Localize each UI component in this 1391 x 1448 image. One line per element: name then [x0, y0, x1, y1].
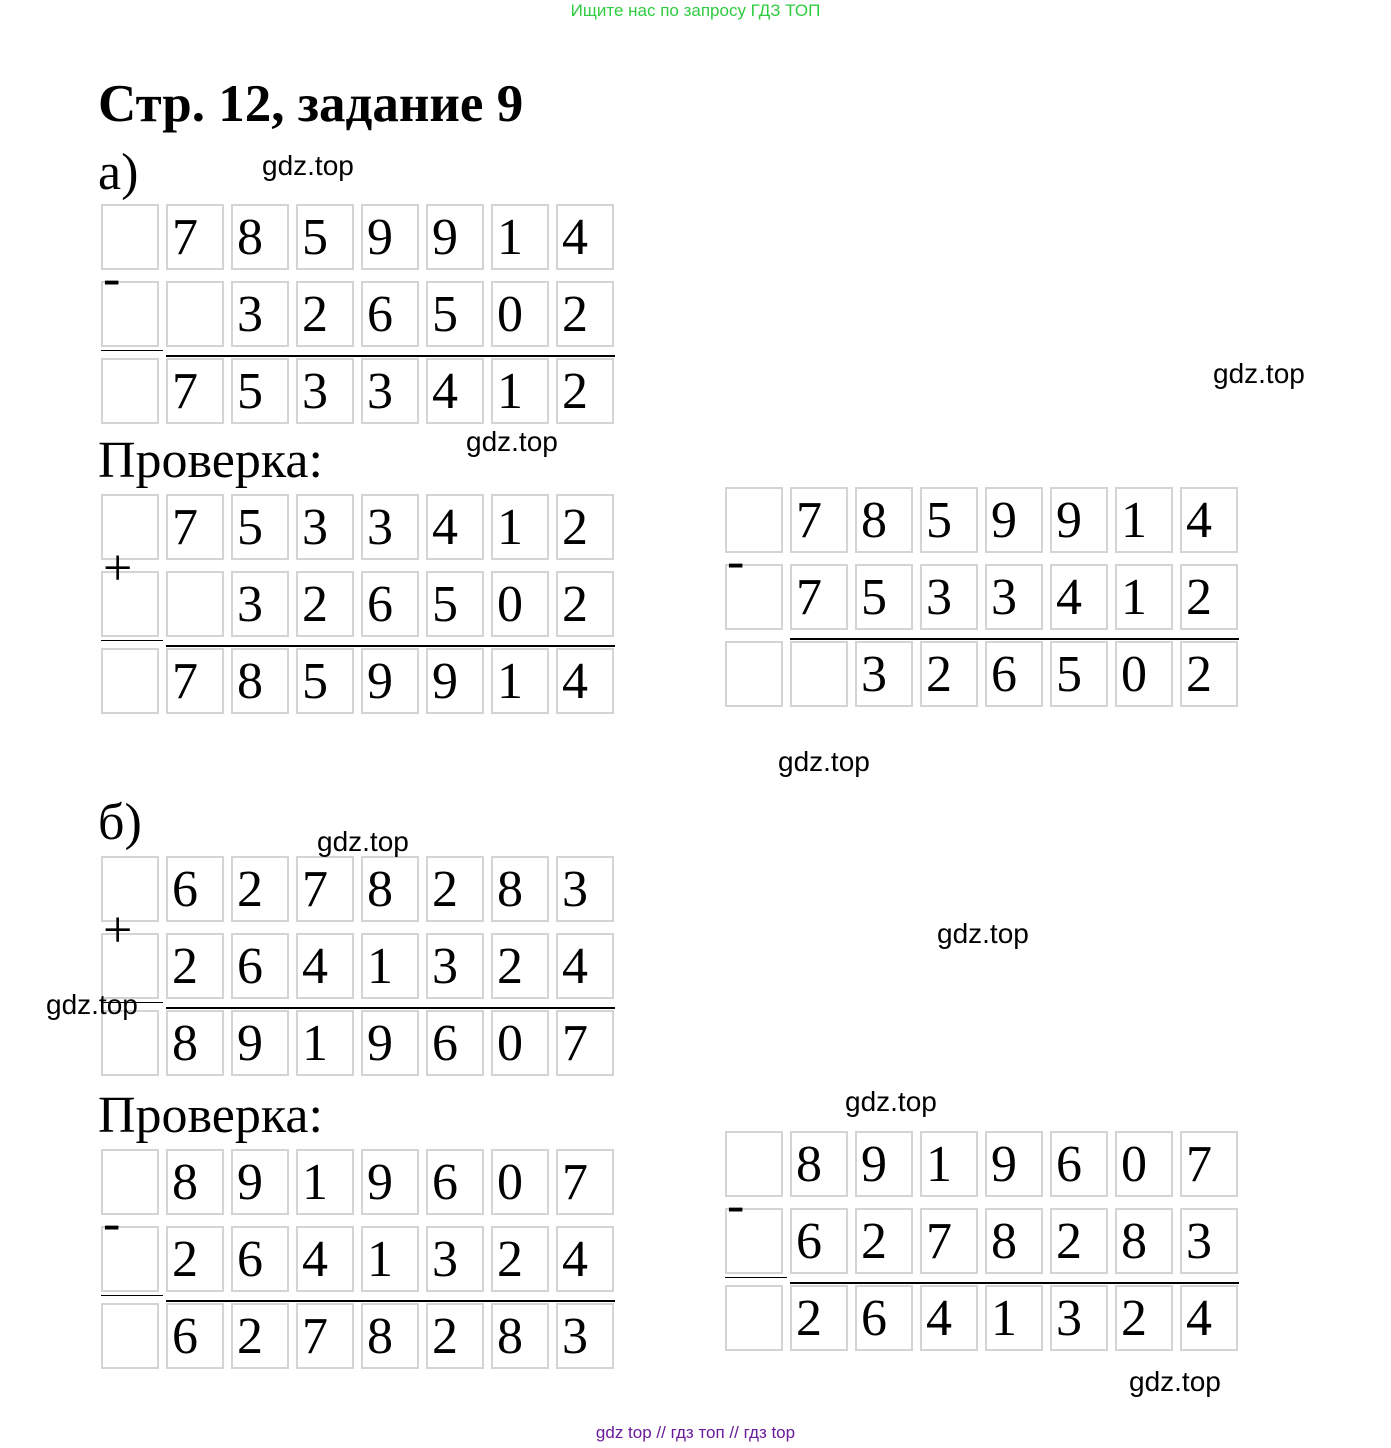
- digit: 2: [497, 1231, 523, 1288]
- digit: 2: [861, 1213, 887, 1270]
- digit: 6: [172, 1308, 198, 1365]
- digit: 1: [302, 1154, 328, 1211]
- digit: 2: [497, 938, 523, 995]
- digit: 5: [237, 499, 263, 556]
- sign-underline: [101, 1295, 163, 1296]
- digit-cell: [166, 281, 224, 347]
- digit: 0: [497, 1015, 523, 1072]
- digit: 2: [432, 861, 458, 918]
- digit: 1: [367, 938, 393, 995]
- sign-cell: [101, 1303, 159, 1369]
- sign-underline: [101, 350, 163, 351]
- digit: 1: [497, 209, 523, 266]
- watermark: gdz.top: [778, 746, 870, 777]
- digit: 8: [237, 653, 263, 710]
- digit: 2: [1186, 646, 1212, 703]
- digit: 7: [796, 492, 822, 549]
- digit: 1: [1121, 569, 1147, 626]
- digit: 6: [1056, 1136, 1082, 1193]
- digit: 1: [367, 1231, 393, 1288]
- sign-cell: [101, 648, 159, 714]
- result-line: [166, 1007, 615, 1009]
- sign-underline: [725, 1277, 787, 1278]
- digit: 7: [302, 1308, 328, 1365]
- digit: 2: [1056, 1213, 1082, 1270]
- digit: 9: [1056, 492, 1082, 549]
- digit: 1: [302, 1015, 328, 1072]
- digit: 4: [562, 1231, 588, 1288]
- digit: 3: [926, 569, 952, 626]
- digit: 8: [367, 861, 393, 918]
- digit: 4: [562, 938, 588, 995]
- digit: 9: [991, 492, 1017, 549]
- digit: 7: [796, 569, 822, 626]
- sign-underline: [101, 640, 163, 641]
- digit: 4: [1186, 492, 1212, 549]
- sign-cell: [725, 641, 783, 707]
- digit: 6: [861, 1290, 887, 1347]
- digit: 6: [432, 1154, 458, 1211]
- watermark: gdz.top: [1213, 358, 1305, 389]
- digit: 3: [237, 286, 263, 343]
- digit: 7: [562, 1154, 588, 1211]
- digit: 7: [172, 499, 198, 556]
- digit: 2: [562, 286, 588, 343]
- watermark: gdz.top: [317, 826, 409, 857]
- digit: 2: [237, 1308, 263, 1365]
- digit: 4: [926, 1290, 952, 1347]
- digit: 9: [432, 209, 458, 266]
- digit: 8: [497, 1308, 523, 1365]
- result-line: [166, 1300, 615, 1302]
- digit: 2: [796, 1290, 822, 1347]
- digit: 6: [367, 286, 393, 343]
- digit: 6: [367, 576, 393, 633]
- digit: 8: [991, 1213, 1017, 1270]
- digit: 4: [562, 653, 588, 710]
- digit: 8: [796, 1136, 822, 1193]
- sign-cell: [725, 1285, 783, 1351]
- digit: 2: [926, 646, 952, 703]
- digit: 3: [367, 363, 393, 420]
- digit: 7: [1186, 1136, 1212, 1193]
- watermark: gdz.top: [46, 989, 138, 1020]
- digit-cell: [166, 571, 224, 637]
- digit: 3: [1186, 1213, 1212, 1270]
- digit: 6: [237, 938, 263, 995]
- digit: 5: [302, 653, 328, 710]
- digit: 2: [302, 576, 328, 633]
- plus-sign: +: [103, 540, 133, 597]
- digit: 9: [237, 1015, 263, 1072]
- digit: 8: [861, 492, 887, 549]
- digit: 9: [367, 209, 393, 266]
- digit: 1: [926, 1136, 952, 1193]
- digit: 2: [302, 286, 328, 343]
- digit: 9: [861, 1136, 887, 1193]
- digit: 3: [562, 861, 588, 918]
- digit: 5: [861, 569, 887, 626]
- digit: 5: [432, 286, 458, 343]
- minus-sign: -: [727, 533, 745, 590]
- result-line: [790, 1282, 1239, 1284]
- digit: 0: [497, 1154, 523, 1211]
- digit: 6: [172, 861, 198, 918]
- digit: 6: [237, 1231, 263, 1288]
- minus-sign: -: [103, 250, 121, 307]
- watermark: gdz.top: [937, 918, 1029, 949]
- digit-cell: [790, 641, 848, 707]
- digit: 6: [796, 1213, 822, 1270]
- digit: 0: [497, 286, 523, 343]
- digit: 2: [562, 499, 588, 556]
- digit: 2: [172, 1231, 198, 1288]
- digit: 4: [1186, 1290, 1212, 1347]
- digit: 9: [991, 1136, 1017, 1193]
- digit: 1: [497, 499, 523, 556]
- result-line: [790, 638, 1239, 640]
- digit: 8: [1121, 1213, 1147, 1270]
- digit: 6: [991, 646, 1017, 703]
- digit: 8: [497, 861, 523, 918]
- result-line: [166, 355, 615, 357]
- digit: 7: [562, 1015, 588, 1072]
- digit: 7: [926, 1213, 952, 1270]
- digit: 1: [497, 363, 523, 420]
- minus-sign: -: [103, 1195, 121, 1252]
- digit: 7: [172, 653, 198, 710]
- digit: 3: [991, 569, 1017, 626]
- digit: 1: [991, 1290, 1017, 1347]
- digit: 6: [432, 1015, 458, 1072]
- digit: 3: [302, 363, 328, 420]
- digit: 7: [302, 861, 328, 918]
- digit: 7: [172, 209, 198, 266]
- digit: 8: [237, 209, 263, 266]
- footer-links[interactable]: gdz top // гдз топ // гдз top: [595, 1423, 796, 1442]
- digit: 9: [432, 653, 458, 710]
- digit: 3: [302, 499, 328, 556]
- digit: 3: [861, 646, 887, 703]
- page-title: Стр. 12, задание 9: [98, 75, 524, 133]
- digit: 3: [237, 576, 263, 633]
- digit: 2: [562, 576, 588, 633]
- minus-sign: -: [727, 1177, 745, 1234]
- watermark: gdz.top: [1129, 1366, 1221, 1397]
- digit: 4: [302, 938, 328, 995]
- digit: 8: [367, 1308, 393, 1365]
- sign-cell: [101, 358, 159, 424]
- digit: 5: [237, 363, 263, 420]
- part-a-check-label: Проверка:: [98, 432, 323, 489]
- digit: 0: [1121, 1136, 1147, 1193]
- digit: 2: [172, 938, 198, 995]
- digit: 3: [562, 1308, 588, 1365]
- digit: 3: [367, 499, 393, 556]
- digit: 4: [562, 209, 588, 266]
- digit: 8: [172, 1015, 198, 1072]
- digit: 0: [1121, 646, 1147, 703]
- digit: 2: [1186, 569, 1212, 626]
- part-b-check-label: Проверка:: [98, 1087, 323, 1144]
- digit: 9: [367, 1015, 393, 1072]
- digit: 7: [172, 363, 198, 420]
- watermark: gdz.top: [262, 150, 354, 181]
- digit: 5: [1056, 646, 1082, 703]
- watermark: gdz.top: [466, 426, 558, 457]
- digit: 4: [302, 1231, 328, 1288]
- digit: 1: [1121, 492, 1147, 549]
- part-a-label: а): [98, 144, 139, 201]
- digit: 5: [432, 576, 458, 633]
- digit: 9: [367, 653, 393, 710]
- digit: 0: [497, 576, 523, 633]
- digit: 4: [1056, 569, 1082, 626]
- digit: 1: [497, 653, 523, 710]
- digit: 3: [432, 938, 458, 995]
- watermark: gdz.top: [845, 1086, 937, 1117]
- digit: 8: [172, 1154, 198, 1211]
- result-line: [166, 645, 615, 647]
- digit: 2: [1121, 1290, 1147, 1347]
- digit: 2: [432, 1308, 458, 1365]
- digit: 5: [926, 492, 952, 549]
- digit: 3: [432, 1231, 458, 1288]
- digit: 9: [367, 1154, 393, 1211]
- digit: 2: [562, 363, 588, 420]
- part-b-label: б): [98, 794, 142, 851]
- digit: 9: [237, 1154, 263, 1211]
- plus-sign: +: [103, 902, 133, 959]
- digit: 4: [432, 363, 458, 420]
- digit: 3: [1056, 1290, 1082, 1347]
- digit: 4: [432, 499, 458, 556]
- digit: 5: [302, 209, 328, 266]
- digit: 2: [237, 861, 263, 918]
- top-banner-link[interactable]: Ищите нас по запросу ГДЗ ТОП: [570, 1, 821, 20]
